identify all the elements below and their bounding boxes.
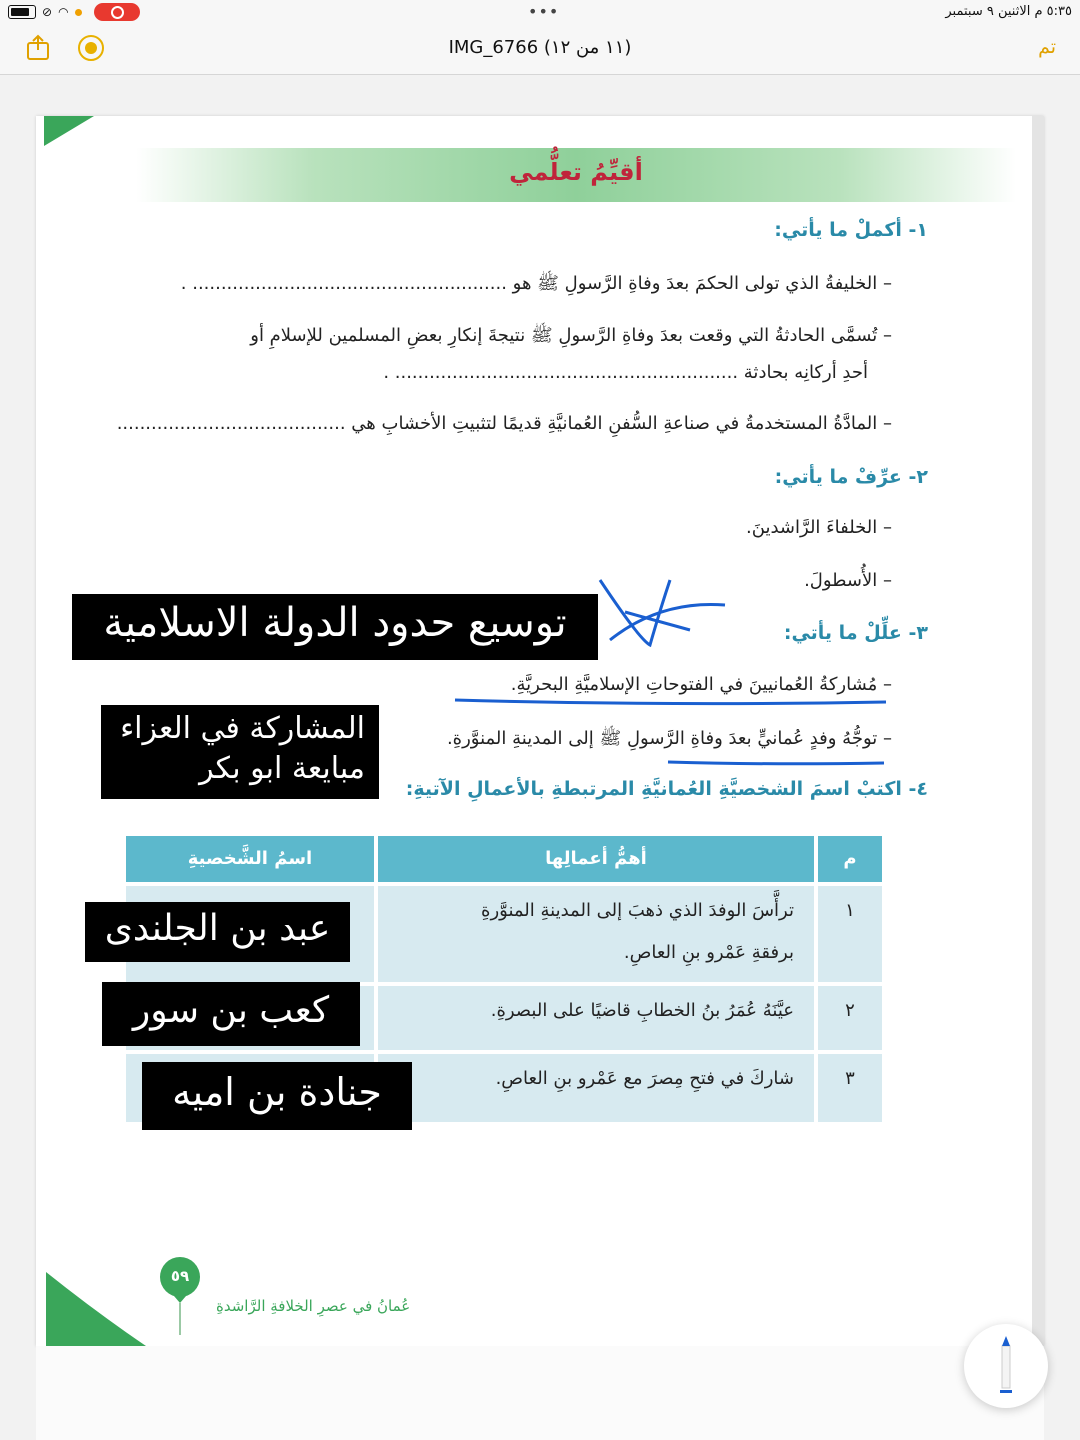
table-header-name: اسمُ الشَّخصيةِ [126, 836, 374, 882]
q1-line2b: أحدِ أركانِه بحادثة ............................................................ . [383, 362, 868, 383]
q3-heading: ٣- علِّلْ ما يأتي: [783, 622, 928, 644]
answer-overlay-q3-2 [101, 705, 379, 799]
table-row-3-num: ٣ [818, 1054, 882, 1122]
answer-q3-2-line2: مبايعة ابو بكر [199, 751, 365, 786]
table-header-works: أهمُّ أعمالِها [378, 836, 814, 882]
q4-heading: ٤- اكتبْ اسمَ الشخصيَّةِ العُمانيَّةِ المرتبطةِ بالأعمالِ الآتيةِ: [405, 778, 928, 800]
q1-line3: – المادَّةُ المستخدمةُ في صناعةِ السُّفنِ العُمانيَّةِ قديمًا لتثبيتِ الأخشابِ هي ........................................ [116, 413, 892, 434]
q2-line2: – الأُسطولَ. [804, 570, 892, 591]
ink-underline-2 [668, 762, 884, 764]
answer-overlay-row1: عبد بن الجلندى [85, 902, 350, 962]
q1-line1: – الخليفةُ الذي تولى الحكمَ بعدَ وفاةِ الرَّسولِ ﷺ هو ....................................................... . [180, 273, 892, 294]
q2-heading: ٢- عرِّفْ ما يأتي: [774, 466, 928, 488]
q3-line1: – مُشاركةُ العُمانيينَ في الفتوحاتِ الإسلاميَّةِ البحريَّةِ. [510, 674, 892, 695]
answer-q3-2-line1: المشاركة في العزاء [120, 711, 365, 746]
q3-line2: – توجُّهُ وفدٍ عُمانيٍّ بعدَ وفاةِ الرَّسولِ ﷺ إلى المدينةِ المنوَّرةِ. [446, 728, 892, 749]
done-button[interactable]: تم [1038, 36, 1056, 58]
markup-pencil-button[interactable] [964, 1324, 1048, 1408]
status-time: ٥:٣٥ م الاثنين ٩ سبتمبر [945, 4, 1072, 19]
answer-overlay-row2: كعب بن سور [102, 982, 360, 1046]
table-header-num: م [818, 836, 882, 882]
answer-overlay-row3: جنادة بن اميه [142, 1062, 412, 1130]
ink-underline-1 [455, 700, 886, 704]
answer-overlay-q3-1: توسيع حدود الدولة الاسلامية [72, 594, 598, 660]
page-number: ٥٩ [170, 1267, 190, 1285]
chapter-title: عُمانُ في عصرِ الخلافةِ الرَّاشدةِ [216, 1297, 411, 1315]
table-row-1-num: ١ [818, 886, 882, 982]
q1-line2a: – تُسمَّى الحادثةُ التي وقعت بعدَ وفاةِ الرَّسولِ ﷺ نتيجةَ إنكارِ بعضِ المسلمين للإسلامِ أو [250, 325, 892, 346]
q2-line1: – الخلفاءَ الرَّاشدينَ. [746, 517, 892, 538]
table-row-1-work-b: برفقةِ عَمْرو بنِ العاصِ. [623, 942, 794, 963]
wifi-icon: ◠ [58, 5, 69, 19]
viewer-background [36, 1346, 1044, 1440]
table-row-1-work-a: ترأَّسَ الوفدَ الذي ذهبَ إلى المدينةِ المنوَّرةِ [481, 900, 794, 921]
table-row-2-num: ٢ [818, 986, 882, 1050]
table-row-3-work-a: شاركَ في فتحِ مِصرَ مع عَمْرو بنِ العاصِ. [495, 1068, 794, 1089]
multitasking-dots-icon[interactable]: ••• [528, 2, 560, 21]
pencil-icon [964, 1324, 1048, 1408]
nav-title: IMG_6766 (١١ من ١٢) [448, 37, 632, 58]
orientation-lock-icon: ⊘ [42, 5, 53, 19]
page-title: أقيِّمُ تعلُّمي [509, 158, 643, 186]
table-row-2-work-a: عيَّنَهُ عُمَرُ بنُ الخطابِ قاضيًا على البصرةِ. [490, 1000, 794, 1021]
q1-heading: ١- أكملْ ما يأتي: [774, 219, 928, 241]
